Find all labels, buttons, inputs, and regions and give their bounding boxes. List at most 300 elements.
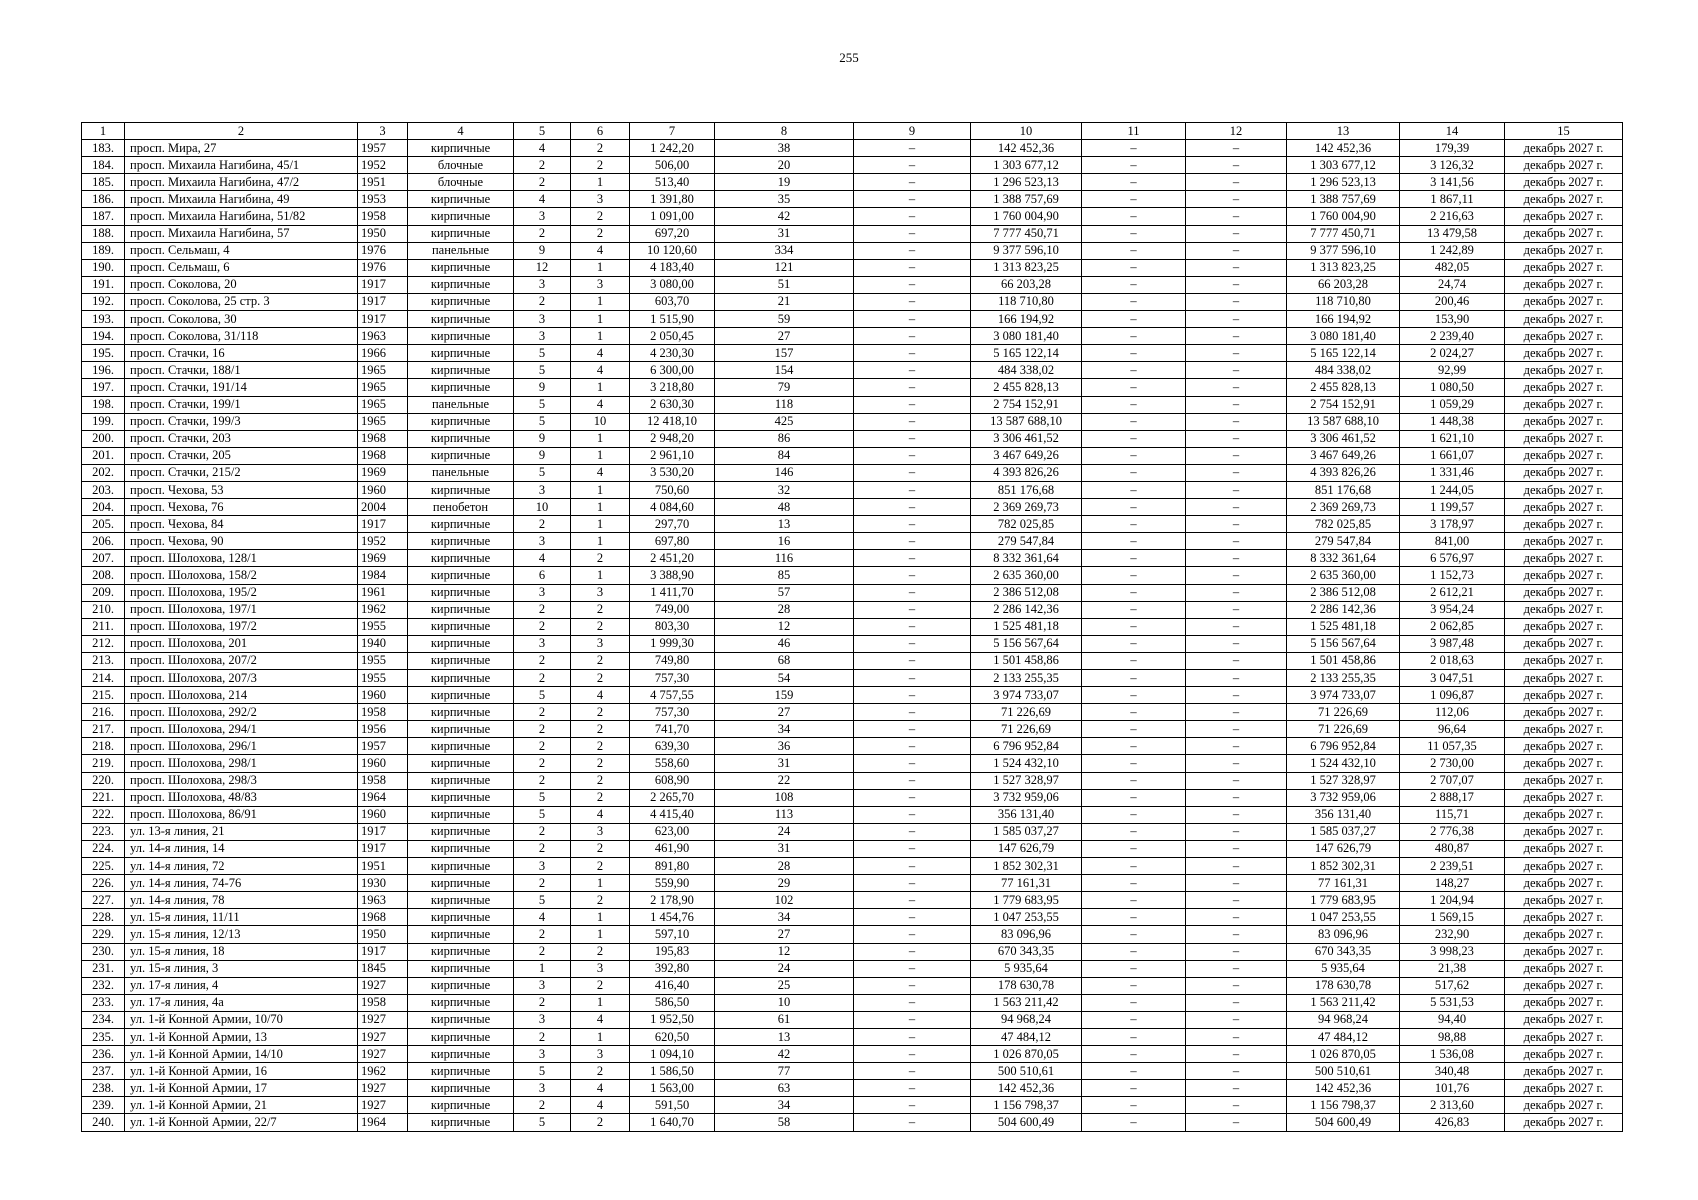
table-row: [82, 772, 1623, 789]
table-cell: 2 776,38: [1400, 823, 1505, 840]
table-cell: просп. Шолохова, 207/2: [125, 652, 358, 669]
table-cell: 1 296 523,13: [1287, 174, 1400, 191]
table-cell: 191.: [82, 276, 125, 293]
table-cell: ул. 14-я линия, 14: [125, 840, 358, 857]
table-cell: –: [1082, 362, 1186, 379]
table-cell: кирпичные: [408, 481, 514, 498]
table-cell: –: [1186, 550, 1287, 567]
table-cell: ул. 1-й Конной Армии, 22/7: [125, 1114, 358, 1131]
table-cell: 1: [571, 379, 630, 396]
table-cell: 1 059,29: [1400, 396, 1505, 413]
table-cell: 2 265,70: [630, 789, 715, 806]
table-cell: декабрь 2027 г.: [1505, 328, 1623, 345]
table-cell: 803,30: [630, 618, 715, 635]
table-cell: 4 084,60: [630, 499, 715, 516]
table-cell: –: [854, 1080, 971, 1097]
table-row: [82, 567, 1623, 584]
table-cell: 214.: [82, 670, 125, 687]
table-cell: декабрь 2027 г.: [1505, 943, 1623, 960]
table-cell: –: [854, 464, 971, 481]
table-cell: 215.: [82, 687, 125, 704]
table-cell: –: [1082, 481, 1186, 498]
table-row: [82, 276, 1623, 293]
table-cell: –: [1186, 225, 1287, 242]
table-cell: панельные: [408, 396, 514, 413]
table-cell: –: [854, 447, 971, 464]
table-cell: 94 968,24: [971, 1011, 1082, 1028]
table-cell: –: [1186, 242, 1287, 259]
table-cell: кирпичные: [408, 789, 514, 806]
table-cell: 1845: [358, 960, 408, 977]
table-cell: –: [854, 687, 971, 704]
table-cell: 1961: [358, 584, 408, 601]
table-cell: 4: [571, 242, 630, 259]
table-cell: просп. Шолохова, 197/1: [125, 601, 358, 618]
table-cell: 1 661,07: [1400, 447, 1505, 464]
table-cell: просп. Шолохова, 294/1: [125, 721, 358, 738]
table-cell: 586,50: [630, 994, 715, 1011]
table-cell: кирпичные: [408, 960, 514, 977]
table-cell: –: [1082, 909, 1186, 926]
table-cell: 4 230,30: [630, 345, 715, 362]
table-cell: 5: [514, 1114, 571, 1131]
table-cell: 1 867,11: [1400, 191, 1505, 208]
table-cell: 6 300,00: [630, 362, 715, 379]
table-cell: 1952: [358, 157, 408, 174]
table-cell: 1 303 677,12: [1287, 157, 1400, 174]
table-cell: 118 710,80: [971, 293, 1082, 310]
table-cell: 2: [514, 994, 571, 1011]
table-cell: 225.: [82, 858, 125, 875]
table-cell: 148,27: [1400, 875, 1505, 892]
table-row: [82, 994, 1623, 1011]
column-header-1: 1: [82, 123, 125, 140]
table-cell: 2: [571, 601, 630, 618]
column-header-9: 9: [854, 123, 971, 140]
table-cell: пенобетон: [408, 499, 514, 516]
table-cell: 1951: [358, 858, 408, 875]
table-row: [82, 157, 1623, 174]
table-cell: 2: [514, 875, 571, 892]
table-cell: 57: [715, 584, 854, 601]
table-cell: 851 176,68: [971, 481, 1082, 498]
table-cell: 13: [715, 1028, 854, 1045]
table-cell: 1965: [358, 379, 408, 396]
table-cell: 71 226,69: [971, 721, 1082, 738]
table-cell: 4: [571, 687, 630, 704]
table-cell: 749,80: [630, 652, 715, 669]
table-cell: 1968: [358, 430, 408, 447]
table-cell: 1 156 798,37: [1287, 1097, 1400, 1114]
table-row: [82, 977, 1623, 994]
table-cell: 1 199,57: [1400, 499, 1505, 516]
table-cell: –: [854, 413, 971, 430]
table-cell: 2 062,85: [1400, 618, 1505, 635]
table-cell: 2 635 360,00: [1287, 567, 1400, 584]
table-cell: 209.: [82, 584, 125, 601]
table-cell: 34: [715, 1097, 854, 1114]
table-cell: 232.: [82, 977, 125, 994]
table-cell: декабрь 2027 г.: [1505, 1114, 1623, 1131]
table-cell: 1: [571, 926, 630, 943]
table-cell: –: [854, 516, 971, 533]
table-cell: декабрь 2027 г.: [1505, 858, 1623, 875]
table-cell: –: [1186, 738, 1287, 755]
table-cell: декабрь 2027 г.: [1505, 516, 1623, 533]
table-cell: 3 047,51: [1400, 670, 1505, 687]
table-cell: 782 025,85: [1287, 516, 1400, 533]
table-cell: 2 024,27: [1400, 345, 1505, 362]
table-cell: 238.: [82, 1080, 125, 1097]
table-cell: 54: [715, 670, 854, 687]
table-row: [82, 225, 1623, 242]
table-cell: 1955: [358, 652, 408, 669]
table-cell: 2: [571, 977, 630, 994]
table-cell: –: [1186, 362, 1287, 379]
table-cell: 2: [514, 1097, 571, 1114]
table-cell: 559,90: [630, 875, 715, 892]
table-cell: 13 479,58: [1400, 225, 1505, 242]
table-cell: –: [1186, 259, 1287, 276]
table-cell: просп. Шолохова, 158/2: [125, 567, 358, 584]
table-cell: –: [854, 362, 971, 379]
table-cell: 2 386 512,08: [1287, 584, 1400, 601]
table-cell: 2 239,51: [1400, 858, 1505, 875]
table-cell: 42: [715, 1046, 854, 1063]
table-cell: 4 183,40: [630, 259, 715, 276]
table-cell: –: [854, 191, 971, 208]
table-cell: 13 587 688,10: [971, 413, 1082, 430]
table-cell: 1 536,08: [1400, 1046, 1505, 1063]
table-cell: 1 760 004,90: [971, 208, 1082, 225]
table-cell: 166 194,92: [971, 311, 1082, 328]
table-cell: просп. Мира, 27: [125, 140, 358, 157]
table-cell: ул. 15-я линия, 3: [125, 960, 358, 977]
table-cell: –: [854, 345, 971, 362]
table-cell: 1: [571, 499, 630, 516]
table-cell: 425: [715, 413, 854, 430]
table-cell: 4: [571, 1097, 630, 1114]
table-cell: –: [1186, 276, 1287, 293]
table-cell: 118 710,80: [1287, 293, 1400, 310]
table-cell: 3: [514, 858, 571, 875]
table-cell: 5: [514, 892, 571, 909]
table-cell: просп. Чехова, 84: [125, 516, 358, 533]
table-cell: 1 204,94: [1400, 892, 1505, 909]
table-cell: 5: [514, 396, 571, 413]
table-cell: 2: [571, 738, 630, 755]
table-cell: 66 203,28: [971, 276, 1082, 293]
table-row: [82, 481, 1623, 498]
table-cell: просп. Шолохова, 207/3: [125, 670, 358, 687]
table-cell: –: [854, 652, 971, 669]
table-cell: 500 510,61: [971, 1063, 1082, 1080]
table-cell: 77 161,31: [1287, 875, 1400, 892]
table-cell: 1960: [358, 806, 408, 823]
table-cell: 1 525 481,18: [1287, 618, 1400, 635]
table-cell: просп. Шолохова, 195/2: [125, 584, 358, 601]
table-cell: 3 306 461,52: [1287, 430, 1400, 447]
table-cell: 1962: [358, 1063, 408, 1080]
table-cell: –: [1186, 516, 1287, 533]
table-cell: 2: [514, 157, 571, 174]
table-cell: 3 732 959,06: [1287, 789, 1400, 806]
table-cell: 157: [715, 345, 854, 362]
table-cell: 597,10: [630, 926, 715, 943]
table-cell: 1917: [358, 823, 408, 840]
table-cell: 480,87: [1400, 840, 1505, 857]
column-header-2: 2: [125, 123, 358, 140]
table-cell: кирпичные: [408, 191, 514, 208]
table-cell: –: [1082, 840, 1186, 857]
table-cell: –: [1082, 328, 1186, 345]
table-cell: 1 525 481,18: [971, 618, 1082, 635]
table-cell: 1952: [358, 533, 408, 550]
table-cell: 121: [715, 259, 854, 276]
table-cell: декабрь 2027 г.: [1505, 1097, 1623, 1114]
column-header-14: 14: [1400, 123, 1505, 140]
table-cell: 9 377 596,10: [1287, 242, 1400, 259]
table-cell: 34: [715, 721, 854, 738]
column-header-11: 11: [1082, 123, 1186, 140]
table-cell: –: [854, 328, 971, 345]
table-cell: 461,90: [630, 840, 715, 857]
table-cell: –: [1082, 858, 1186, 875]
table-cell: –: [854, 806, 971, 823]
table-cell: 1: [571, 481, 630, 498]
table-cell: 197.: [82, 379, 125, 396]
table-cell: 1 586,50: [630, 1063, 715, 1080]
table-cell: 58: [715, 1114, 854, 1131]
table-cell: 159: [715, 687, 854, 704]
table-cell: –: [1186, 704, 1287, 721]
table-cell: декабрь 2027 г.: [1505, 755, 1623, 772]
table-cell: 1 621,10: [1400, 430, 1505, 447]
table-cell: просп. Михаила Нагибина, 47/2: [125, 174, 358, 191]
table-cell: –: [1082, 464, 1186, 481]
table-cell: 2: [571, 1114, 630, 1131]
table-cell: 142 452,36: [1287, 140, 1400, 157]
table-cell: 187.: [82, 208, 125, 225]
table-cell: 94 968,24: [1287, 1011, 1400, 1028]
table-cell: 2: [571, 157, 630, 174]
table-row: [82, 242, 1623, 259]
table-cell: кирпичные: [408, 909, 514, 926]
table-cell: 19: [715, 174, 854, 191]
table-cell: 3: [514, 1046, 571, 1063]
table-cell: декабрь 2027 г.: [1505, 174, 1623, 191]
table-cell: 482,05: [1400, 259, 1505, 276]
table-row: [82, 293, 1623, 310]
table-cell: 9: [514, 447, 571, 464]
table-cell: просп. Стачки, 16: [125, 345, 358, 362]
table-cell: просп. Стачки, 191/14: [125, 379, 358, 396]
table-cell: 47 484,12: [971, 1028, 1082, 1045]
table-cell: 4: [514, 909, 571, 926]
table-cell: 2: [514, 1028, 571, 1045]
table-cell: 85: [715, 567, 854, 584]
table-cell: 213.: [82, 652, 125, 669]
table-cell: –: [854, 1046, 971, 1063]
table-cell: кирпичные: [408, 977, 514, 994]
table-cell: –: [1082, 413, 1186, 430]
table-cell: декабрь 2027 г.: [1505, 840, 1623, 857]
table-cell: ул. 15-я линия, 18: [125, 943, 358, 960]
column-header-15: 15: [1505, 123, 1623, 140]
table-cell: –: [1082, 259, 1186, 276]
table-cell: –: [854, 994, 971, 1011]
table-cell: 1958: [358, 704, 408, 721]
table-cell: 297,70: [630, 516, 715, 533]
table-cell: 2 369 269,73: [1287, 499, 1400, 516]
table-cell: –: [1186, 840, 1287, 857]
table-cell: –: [1186, 1114, 1287, 1131]
table-cell: 3: [514, 481, 571, 498]
table-cell: 1: [571, 430, 630, 447]
table-cell: –: [1186, 652, 1287, 669]
table-cell: –: [1082, 1028, 1186, 1045]
table-cell: –: [1082, 1046, 1186, 1063]
table-cell: 28: [715, 601, 854, 618]
table-cell: декабрь 2027 г.: [1505, 447, 1623, 464]
table-cell: 1 094,10: [630, 1046, 715, 1063]
table-cell: 3 467 649,26: [971, 447, 1082, 464]
table-cell: 416,40: [630, 977, 715, 994]
table-cell: –: [1186, 1097, 1287, 1114]
table-cell: 216.: [82, 704, 125, 721]
table-cell: 2 286 142,36: [1287, 601, 1400, 618]
table-cell: 211.: [82, 618, 125, 635]
table-cell: 3 732 959,06: [971, 789, 1082, 806]
table-cell: 1: [571, 567, 630, 584]
table-cell: 1917: [358, 311, 408, 328]
table-cell: 142 452,36: [971, 140, 1082, 157]
table-cell: 670 343,35: [971, 943, 1082, 960]
table-cell: –: [854, 567, 971, 584]
table-cell: 27: [715, 704, 854, 721]
table-cell: декабрь 2027 г.: [1505, 464, 1623, 481]
table-cell: просп. Соколова, 20: [125, 276, 358, 293]
table-cell: 1969: [358, 464, 408, 481]
table-cell: –: [854, 601, 971, 618]
table-cell: 1965: [358, 413, 408, 430]
table-cell: 603,70: [630, 293, 715, 310]
table-cell: 757,30: [630, 704, 715, 721]
table-row: [82, 362, 1623, 379]
table-cell: 2: [571, 721, 630, 738]
table-cell: декабрь 2027 г.: [1505, 1011, 1623, 1028]
table-cell: –: [854, 499, 971, 516]
table-row: [82, 601, 1623, 618]
table-cell: блочные: [408, 174, 514, 191]
column-header-8: 8: [715, 123, 854, 140]
table-cell: декабрь 2027 г.: [1505, 687, 1623, 704]
table-cell: 6 796 952,84: [971, 738, 1082, 755]
table-cell: 1976: [358, 259, 408, 276]
table-cell: 11 057,35: [1400, 738, 1505, 755]
table-cell: 208.: [82, 567, 125, 584]
table-cell: 1 448,38: [1400, 413, 1505, 430]
table-cell: 2 451,20: [630, 550, 715, 567]
table-cell: 29: [715, 875, 854, 892]
table-cell: просп. Шолохова, 197/2: [125, 618, 358, 635]
table-cell: 3 987,48: [1400, 635, 1505, 652]
table-cell: –: [1186, 875, 1287, 892]
table-cell: 10 120,60: [630, 242, 715, 259]
table-cell: 6 796 952,84: [1287, 738, 1400, 755]
table-cell: 20: [715, 157, 854, 174]
table-row: [82, 687, 1623, 704]
table-cell: 1962: [358, 601, 408, 618]
table-cell: декабрь 2027 г.: [1505, 1046, 1623, 1063]
table-cell: кирпичные: [408, 670, 514, 687]
table-cell: 1 585 037,27: [971, 823, 1082, 840]
table-cell: 3 080 181,40: [1287, 328, 1400, 345]
table-row: [82, 1011, 1623, 1028]
table-cell: 154: [715, 362, 854, 379]
table-cell: 2: [514, 618, 571, 635]
table-cell: 2: [571, 550, 630, 567]
table-cell: кирпичные: [408, 345, 514, 362]
table-cell: 192.: [82, 293, 125, 310]
table-cell: 51: [715, 276, 854, 293]
table-cell: 1960: [358, 755, 408, 772]
table-cell: кирпичные: [408, 208, 514, 225]
table-cell: 513,40: [630, 174, 715, 191]
table-cell: –: [854, 584, 971, 601]
table-row: [82, 670, 1623, 687]
table-cell: 484 338,02: [1287, 362, 1400, 379]
table-cell: просп. Стачки, 188/1: [125, 362, 358, 379]
table-cell: 782 025,85: [971, 516, 1082, 533]
table-cell: –: [1186, 1063, 1287, 1080]
table-cell: –: [1082, 379, 1186, 396]
table-cell: 13 587 688,10: [1287, 413, 1400, 430]
table-cell: 230.: [82, 943, 125, 960]
table-cell: 1958: [358, 208, 408, 225]
table-cell: 71 226,69: [971, 704, 1082, 721]
table-cell: 1917: [358, 943, 408, 960]
table-cell: 188.: [82, 225, 125, 242]
table-row: [82, 892, 1623, 909]
table-cell: 233.: [82, 994, 125, 1011]
table-cell: 749,00: [630, 601, 715, 618]
table-cell: декабрь 2027 г.: [1505, 1080, 1623, 1097]
table-row: [82, 1097, 1623, 1114]
table-cell: 166 194,92: [1287, 311, 1400, 328]
table-cell: 1917: [358, 516, 408, 533]
table-cell: кирпичные: [408, 721, 514, 738]
table-row: [82, 413, 1623, 430]
table-cell: 1927: [358, 1097, 408, 1114]
table-cell: 202.: [82, 464, 125, 481]
table-cell: –: [854, 379, 971, 396]
table-cell: декабрь 2027 г.: [1505, 293, 1623, 310]
page-number: 255: [839, 50, 859, 65]
table-cell: 1: [571, 311, 630, 328]
table-cell: 2 754 152,91: [971, 396, 1082, 413]
table-cell: 35: [715, 191, 854, 208]
header-row: [82, 123, 1623, 140]
table-cell: 223.: [82, 823, 125, 840]
table-cell: –: [1082, 225, 1186, 242]
table-cell: кирпичные: [408, 293, 514, 310]
table-cell: –: [1186, 1080, 1287, 1097]
table-cell: 1 388 757,69: [1287, 191, 1400, 208]
table-cell: 5: [514, 464, 571, 481]
table-cell: 31: [715, 840, 854, 857]
table-row: [82, 259, 1623, 276]
